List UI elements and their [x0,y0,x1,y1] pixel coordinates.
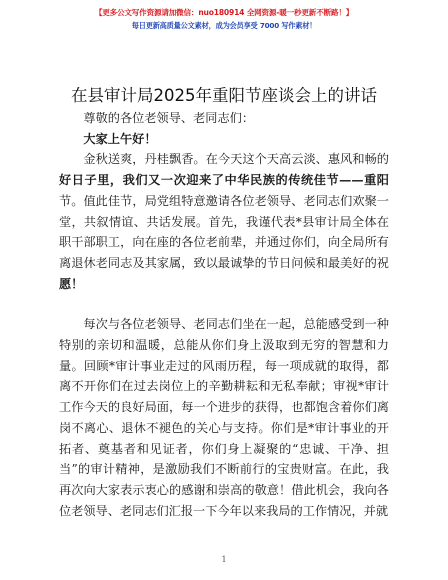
paragraph-1-body: 节。值此佳节，局党组特意邀请各位老领导、老同志们欢聚一堂，共叙情谊、共话发展。首先，我谨代表*县审计局全体在职干部职工，向在座的各位老前辈，并通过你们，向全局所有离退休老同志及其家属，致以最诚挚的节日问候和最美好的祝 [59,193,389,270]
promo-banner-blue: 每日更新高质量公文素材，成为会员享受 7000 写作素材！ [131,21,317,30]
page-number: 1 [221,555,227,564]
paragraph-1-opening: 金秋送爽，丹桂飘香。在今天这个天高云淡、惠风和畅的 [83,152,389,167]
paragraph-spacer [59,294,389,314]
greeting: 大家上午好！ [83,131,157,146]
paragraph-1 [59,149,389,294]
document-body [59,108,389,521]
paragraph-1-bold-phrase: 好日子里，我们又一次迎来了中华民族的传统佳节——重阳 [59,173,389,188]
salutation: 尊敬的各位老领导、老同志们： [83,111,255,125]
paragraph-2: 每次与各位老领导、老同志们坐在一起，总能感受到一种特别的亲切和温暖，总能从你们身上汲取到无穷的智慧和力量。回顾*审计事业走过的风雨历程，每一项成就的取得，都离不开你们在过去岗位上的辛勤耕耘和无私奉献；审视*审计工作今天的良好局面，每一个进步的获得，也都饱含着你们离岗不离心、退休不褪色的关心与支持。你们是*审计事业的开拓者、奠基者和见证者，你们身上凝聚的“忠诚、干净、担当”的审计精神，是激励我们不断前行的宝贵财富。在此，我再次向大家表示衷心的感谢和崇高的敬意！借此机会，我向各位老领导、老同志们汇报一下今年以来我局的工作情况，并就 [59,317,389,518]
promo-banner-red: 【更多公文写作资源请加微信：nuo180914 全网资源-暖一秒更新不断路！】 [94,8,354,17]
document-title: 在县审计局2025年重阳节座谈会上的讲话 [71,86,377,105]
paragraph-1-ending: 愿！ [59,276,84,291]
